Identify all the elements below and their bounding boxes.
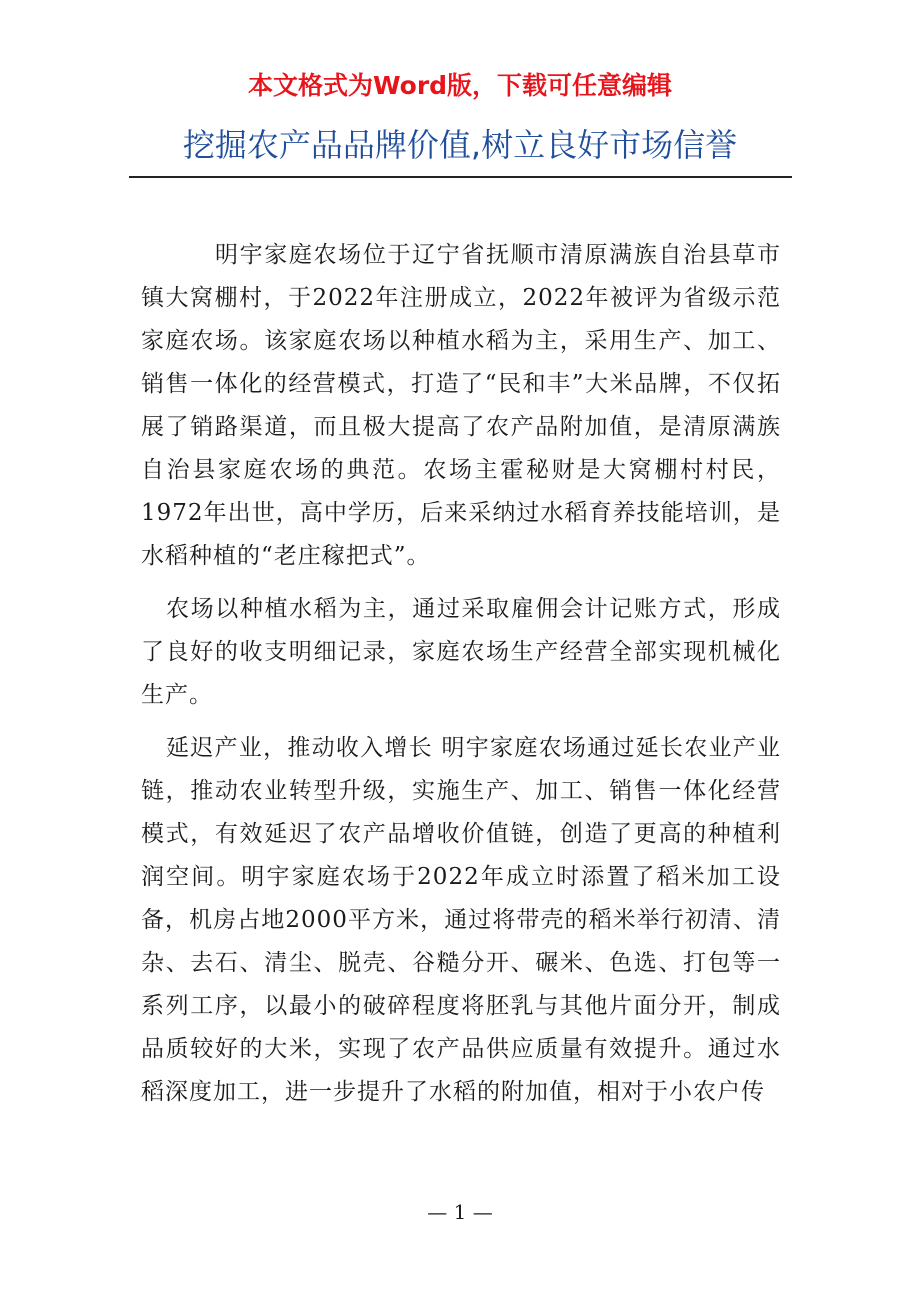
download-notice: 本文格式为Word版，下载可任意编辑 <box>247 71 673 100</box>
page-number: — 1 — <box>427 1200 493 1224</box>
document-body <box>141 234 781 1114</box>
paragraph-1: 明宇家庭农场位于辽宁省抚顺市清原满族自治县草市镇大窝棚村，于2022年注册成立，2022年被评为省级示范家庭农场。该家庭农场以种植水稻为主，采用生产、加工、销售一体化的经营模式，打造了“民和丰”大米品牌，不仅拓展了销路渠道，而且极大提高了农产品附加值，是清原满族自治县家庭农场的典范。农场主霍秘财是大窝棚村村民，1972年出世，高中学历，后来采纳过水稻育养技能培训，是水稻种植的“老庄稼把式”。 <box>141 242 781 569</box>
title-divider <box>129 176 792 178</box>
document-title: 挖掘农产品品牌价值,树立良好市场信誉 <box>182 126 738 164</box>
paragraph-3: 延迟产业，推动收入增长 明宇家庭农场通过延长农业产业链，推动农业转型升级，实施生产、加工、销售一体化经营模式，有效延迟了农产品增收价值链，创造了更高的种植利润空间。明宇家庭农场于2022年成立时添置了稻米加工设备，机房占地2000平方米，通过将带壳的稻米举行初清、清杂、去石、清尘、脱壳、谷糙分开、碾米、色选、打包等一系列工序，以最小的破碎程度将胚乳与其他片面分开，制成品质较好的大米，实现了农产品供应质量有效提升。通过水稻深度加工，进一步提升了水稻的附加值，相对于小农户传 <box>141 735 781 1105</box>
paragraph-2: 农场以种植水稻为主，通过采取雇佣会计记账方式，形成了良好的收支明细记录，家庭农场生产经营全部实现机械化生产。 <box>141 596 781 708</box>
